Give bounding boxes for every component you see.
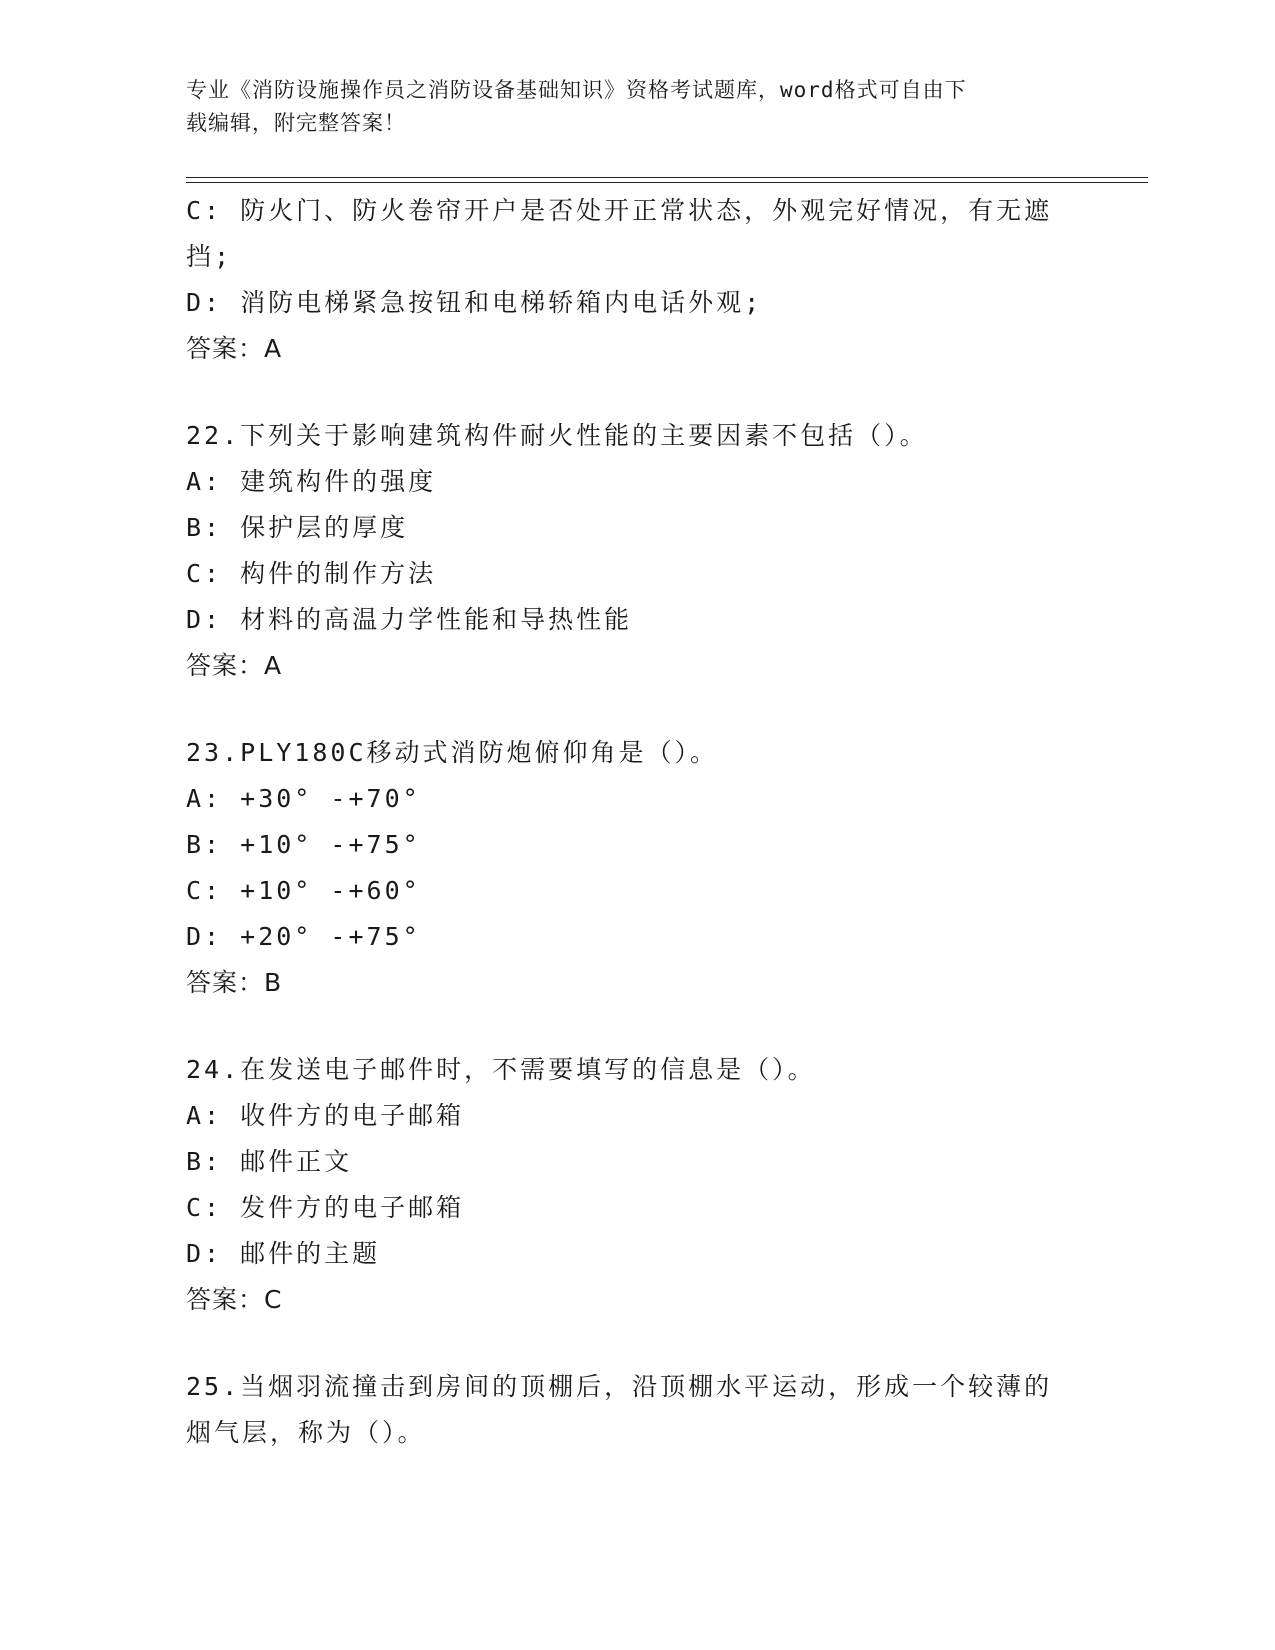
option-b: B: 邮件正文 xyxy=(186,1147,353,1176)
option-d: D: 消防电梯紧急按钮和电梯轿箱内电话外观; xyxy=(186,288,763,317)
spacer xyxy=(186,689,1066,730)
option-a: A: 建筑构件的强度 xyxy=(186,467,437,496)
option-d: D: +20° -+75° xyxy=(186,922,421,951)
question-block-21 xyxy=(186,188,1066,372)
header-rule-bottom xyxy=(186,182,1148,183)
question-text: 22.下列关于影响建筑构件耐火性能的主要因素不包括（）。 xyxy=(186,421,928,450)
header-line-1: 专业《消防设施操作员之消防设备基础知识》资格考试题库，word格式可自由下 xyxy=(186,78,967,102)
option-a: A: +30° -+70° xyxy=(186,784,421,813)
question-block-25 xyxy=(186,1364,1066,1456)
question-block-23 xyxy=(186,730,1066,1006)
option-d: D: 邮件的主题 xyxy=(186,1239,381,1268)
header-rule-top xyxy=(186,177,1148,178)
option-c: C: 发件方的电子邮箱 xyxy=(186,1193,465,1222)
spacer xyxy=(186,372,1066,413)
answer: 答案：B xyxy=(186,968,283,997)
option-b: B: 保护层的厚度 xyxy=(186,513,409,542)
answer: 答案：C xyxy=(186,1285,283,1314)
option-c-line-2: 挡; xyxy=(186,242,233,271)
question-block-24 xyxy=(186,1047,1066,1323)
option-c-line-1: C: 防火门、防火卷帘开户是否处开正常状态，外观完好情况，有无遮 xyxy=(186,196,1053,225)
question-content xyxy=(186,188,1066,1456)
option-c: C: +10° -+60° xyxy=(186,876,421,905)
option-c: C: 构件的制作方法 xyxy=(186,559,437,588)
question-text: 23.PLY180C移动式消防炮俯仰角是（）。 xyxy=(186,738,719,767)
option-b: B: +10° -+75° xyxy=(186,830,421,859)
question-block-22 xyxy=(186,413,1066,689)
header-line-2: 载编辑，附完整答案！ xyxy=(186,111,406,135)
question-text-line-1: 25.当烟羽流撞击到房间的顶棚后，沿顶棚水平运动，形成一个较薄的 xyxy=(186,1372,1053,1401)
spacer xyxy=(186,1323,1066,1364)
document-header xyxy=(186,74,1066,140)
question-text-line-2: 烟气层，称为（）。 xyxy=(186,1418,426,1447)
answer: 答案：A xyxy=(186,334,283,363)
answer: 答案：A xyxy=(186,651,283,680)
option-d: D: 材料的高温力学性能和导热性能 xyxy=(186,605,633,634)
spacer xyxy=(186,1006,1066,1047)
question-text: 24.在发送电子邮件时，不需要填写的信息是（）。 xyxy=(186,1055,816,1084)
option-a: A: 收件方的电子邮箱 xyxy=(186,1101,465,1130)
